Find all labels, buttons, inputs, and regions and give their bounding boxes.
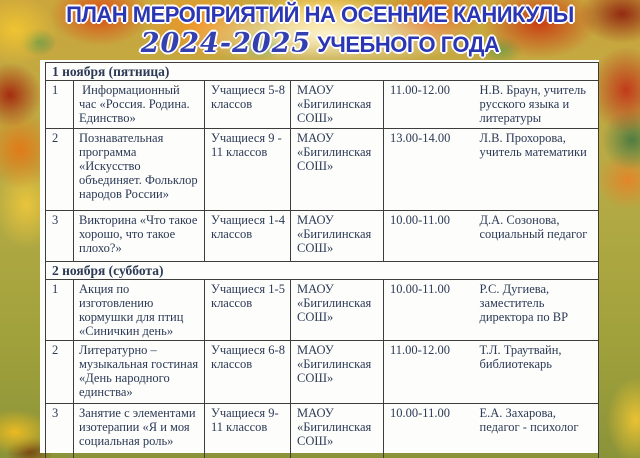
event-number: 1 <box>46 280 74 341</box>
event-participants: Учащиеся 1-5 классов <box>205 280 291 341</box>
event-responsible: Л.В. Прохорова, учитель математики <box>471 129 599 211</box>
event-location: МАОУ «Бигилинская СОШ» <box>291 404 384 458</box>
event-location: МАОУ «Бигилинская СОШ» <box>291 129 384 211</box>
event-time: 10.00-11.00 <box>384 404 471 458</box>
event-time: 13.00-14.00 <box>384 129 471 211</box>
event-number: 3 <box>46 211 74 262</box>
section-header-row <box>46 63 599 81</box>
title-line-2-text: УЧЕБНОГО ГОДА <box>317 31 500 57</box>
event-location: МАОУ «Бигилинская СОШ» <box>291 211 384 262</box>
event-responsible: Т.Л. Траутвайн, библиотекарь <box>471 341 599 404</box>
event-number: 2 <box>46 129 74 211</box>
event-name: Викторина «Что такое хорошо, что такое плохо?» <box>74 211 205 262</box>
section-header-row <box>46 262 599 280</box>
event-name: Занятие с элементами изотерапии «Я и моя социальная роль» <box>74 404 205 458</box>
event-row <box>46 341 599 404</box>
schedule-panel <box>40 60 599 453</box>
title-line-1: ПЛАН МЕРОПРИЯТИЙ НА ОСЕННИЕ КАНИКУЛЫ <box>66 2 574 27</box>
section-date-header: 1 ноября (пятница) <box>46 63 599 81</box>
event-participants: Учащиеся 5-8 классов <box>205 81 291 129</box>
event-number: 1 <box>46 81 74 129</box>
event-name: Литературно – музыкальная гостиная «День народного единства» <box>74 341 205 404</box>
poster-title <box>0 3 640 59</box>
event-responsible: Н.В. Браун, учитель русского языка и литературы <box>471 81 599 129</box>
event-time: 11.00-12.00 <box>384 81 471 129</box>
event-participants: Учащиеся 6-8 классов <box>205 341 291 404</box>
event-participants: Учащиеся 1-4 классов <box>205 211 291 262</box>
event-time: 11.00-12.00 <box>384 341 471 404</box>
event-responsible: Е.А. Захарова, педагог - психолог <box>471 404 599 458</box>
title-school-year: 2024-2025 <box>140 27 312 59</box>
event-participants: Учащиеся 9- 11 классов <box>205 404 291 458</box>
title-line-2 <box>0 29 640 59</box>
event-time: 10.00-11.00 <box>384 280 471 341</box>
event-name: Познавательная программа «Искусство объединяет. Фольклор народов России» <box>74 129 205 211</box>
event-number: 2 <box>46 341 74 404</box>
event-name: Информационный час «Россия. Родина. Единство» <box>74 81 205 129</box>
event-row <box>46 280 599 341</box>
event-location: МАОУ «Бигилинская СОШ» <box>291 81 384 129</box>
event-responsible: Р.С. Дугиева, заместитель директора по ВР <box>471 280 599 341</box>
event-row <box>46 81 599 129</box>
event-row <box>46 129 599 211</box>
event-location: МАОУ «Бигилинская СОШ» <box>291 341 384 404</box>
event-name: Акция по изготовлению кормушки для птиц «Синичкин день» <box>74 280 205 341</box>
section-date-header: 2 ноября (суббота) <box>46 262 599 280</box>
schedule-table <box>45 62 599 458</box>
event-participants: Учащиеся 9 - 11 классов <box>205 129 291 211</box>
event-row <box>46 211 599 262</box>
event-location: МАОУ «Бигилинская СОШ» <box>291 280 384 341</box>
event-row <box>46 404 599 458</box>
event-responsible: Д.А. Созонова, социальный педагог <box>471 211 599 262</box>
event-time: 10.00-11.00 <box>384 211 471 262</box>
schedule-table-body <box>46 63 599 458</box>
event-number: 3 <box>46 404 74 458</box>
